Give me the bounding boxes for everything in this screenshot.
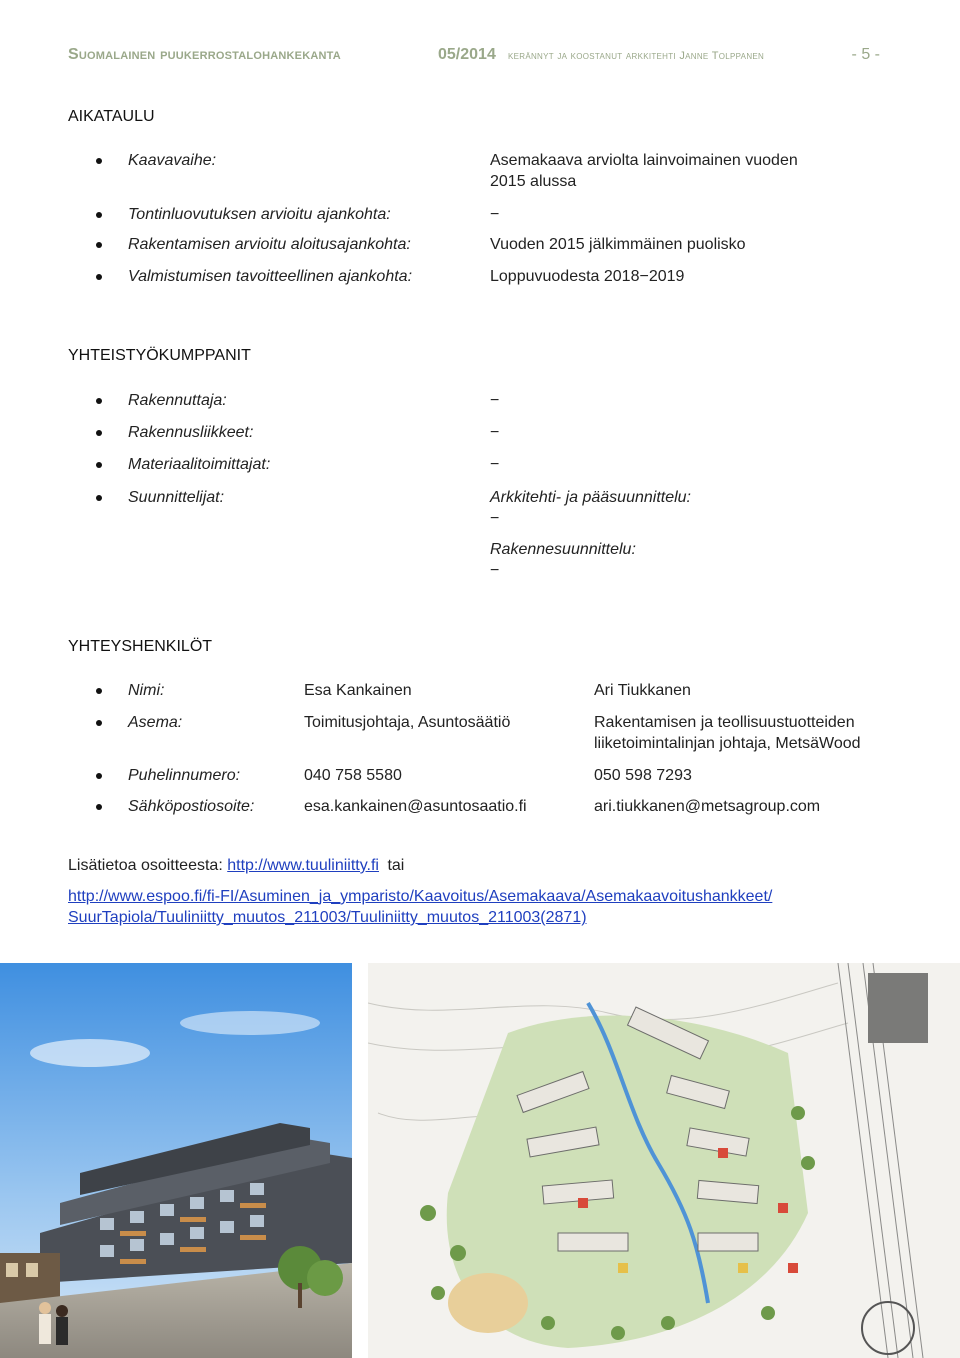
- bullet-icon: [96, 773, 102, 779]
- item-label: Puhelinnumero:: [128, 767, 241, 784]
- item-value: −: [490, 562, 500, 579]
- contact-1-value: 040 758 5580: [304, 767, 402, 784]
- building-rendering-image: [0, 963, 352, 1358]
- bullet-icon: [96, 688, 102, 694]
- contact-1-value: Esa Kankainen: [304, 682, 412, 699]
- item-value: Vuoden 2015 jälkimmäinen puolisko: [490, 236, 746, 253]
- item-label: Nimi:: [128, 682, 165, 699]
- bullet-icon: [96, 398, 102, 404]
- more-info-conj: tai: [387, 857, 405, 874]
- item-value: −: [490, 206, 500, 223]
- bullet-icon: [96, 274, 102, 280]
- contact-1-value: Toimitusjohtaja, Asuntosäätiö: [304, 714, 511, 731]
- contact-1-email: esa.kankainen@asuntosaatio.fi: [304, 798, 527, 815]
- tuuliniitty-link[interactable]: http://www.tuuliniitty.fi: [227, 857, 379, 874]
- bullet-icon: [96, 462, 102, 468]
- more-info-line: [68, 857, 404, 875]
- item-label: Suunnittelijat:: [128, 489, 225, 506]
- item-label: Kaavavaihe:: [128, 152, 217, 169]
- item-label: Rakentamisen arvioitu aloitusajankohta:: [128, 236, 411, 253]
- page-number: - 5 -: [851, 46, 880, 63]
- item-value: −: [490, 392, 500, 409]
- bullet-icon: [96, 804, 102, 810]
- section-heading-aikataulu: AIKATAULU: [68, 108, 155, 125]
- espoo-link-block: [68, 888, 772, 906]
- item-value: −: [490, 456, 500, 473]
- more-info-prefix: Lisätietoa osoitteesta:: [68, 857, 223, 874]
- contact-2-value: 050 598 7293: [594, 767, 692, 784]
- bullet-icon: [96, 212, 102, 218]
- bullet-icon: [96, 158, 102, 164]
- espoo-link-line2[interactable]: SuurTapiola/Tuuliniitty_muutos_211003/Tuuliniitty_muutos_211003(2871): [68, 909, 587, 926]
- contact-2-email: ari.tiukkanen@metsagroup.com: [594, 798, 821, 815]
- item-value: Arkkitehti- ja pääsuunnittelu:: [490, 489, 691, 506]
- bullet-icon: [96, 242, 102, 248]
- bullet-icon: [96, 430, 102, 436]
- item-label: Rakennuttaja:: [128, 392, 227, 409]
- item-value: −: [490, 424, 500, 441]
- item-label: Rakennusliikkeet:: [128, 424, 254, 441]
- item-value: Asemakaava arviolta lainvoimainen vuoden 2015 alussa: [490, 152, 798, 190]
- header-title: Suomalainen puukerrostalohankekanta: [68, 46, 341, 63]
- espoo-link-block-2: [68, 909, 587, 927]
- item-value: −: [490, 510, 500, 527]
- item-label: Valmistumisen tavoitteellinen ajankohta:: [128, 268, 413, 285]
- item-label: Sähköpostiosoite:: [128, 798, 255, 815]
- item-value: Rakennesuunnittelu:: [490, 541, 636, 558]
- section-heading-yhteyshenkilot: YHTEYSHENKILÖT: [68, 638, 213, 655]
- espoo-link-line1[interactable]: http://www.espoo.fi/fi-FI/Asuminen_ja_ymparisto/Kaavoitus/Asemakaava/Asemakaavoitushankkeet/: [68, 888, 773, 905]
- bullet-icon: [96, 720, 102, 726]
- item-label: Asema:: [128, 714, 183, 731]
- bullet-icon: [96, 495, 102, 501]
- section-heading-yhteistyo: YHTEISTYÖKUMPPANIT: [68, 347, 251, 364]
- item-value: Loppuvuodesta 2018−2019: [490, 268, 685, 285]
- header-date: 05/2014: [438, 46, 496, 63]
- site-plan-image: [368, 963, 960, 1358]
- contact-2-value: Rakentamisen ja teollisuustuotteiden liiketoimintalinjan johtaja, MetsäWood: [594, 714, 861, 752]
- item-label: Tontinluovutuksen arvioitu ajankohta:: [128, 206, 391, 223]
- header-credit: kerännyt ja koostanut arkkitehti Janne Tolppanen: [508, 50, 765, 62]
- contact-2-value: Ari Tiukkanen: [594, 682, 691, 699]
- page-header: [68, 44, 898, 70]
- item-label: Materiaalitoimittajat:: [128, 456, 271, 473]
